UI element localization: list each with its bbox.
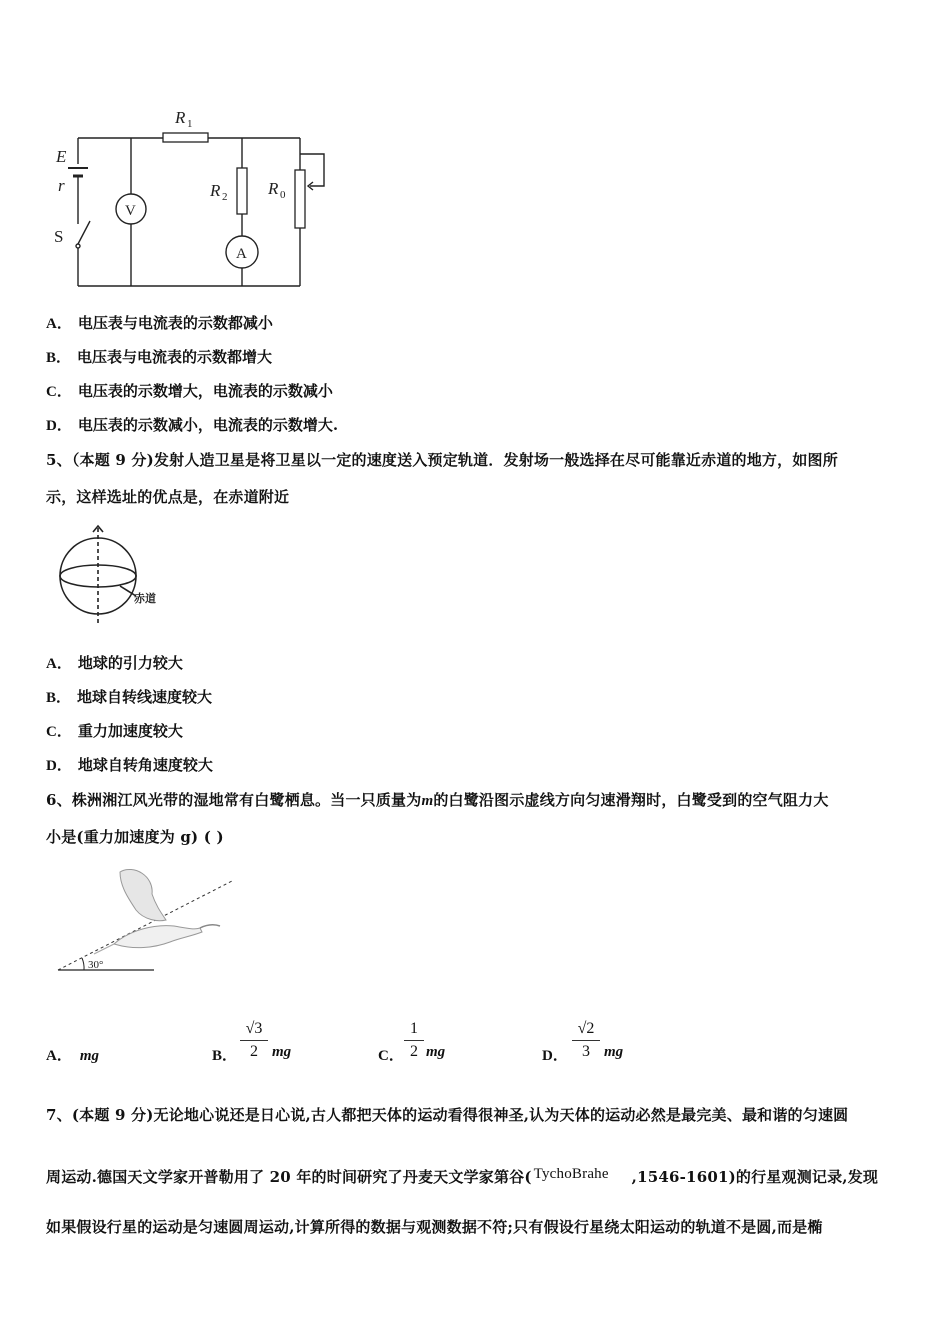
earth-diagram [54, 524, 174, 628]
q5-option-a[interactable]: A． 地球的引力较大 [46, 654, 183, 672]
angle-label: 30° [88, 959, 104, 971]
q6-choice-a[interactable]: A． mg [46, 1048, 100, 1064]
q6-choice-c[interactable]: C． [378, 1048, 404, 1064]
q6-choice-c-unit: mg [426, 1044, 446, 1060]
q6-text-line2: 小是(重力加速度为 g) ( ) [46, 828, 224, 846]
q6-text-line1: 6、株洲湘江风光带的湿地常有白鹭栖息。当一只质量为m的白鹭沿图示虚线方向匀速滑翔时，白鹭受到的空气阻力大 [46, 791, 829, 809]
label-r: r [58, 176, 65, 195]
q4-option-c[interactable]: C． 电压表的示数增大，电流表的示数减小 [46, 382, 333, 400]
q4-option-b[interactable]: B． 电压表与电流表的示数都增大 [46, 348, 273, 366]
q6-choice-d[interactable]: D． [542, 1048, 568, 1064]
q6-choice-c-fraction: 1 2 [404, 1020, 424, 1061]
q7-text-line3: 如果假设行星的运动是匀速圆周运动,计算所得的数据与观测数据不符;只有假设行星绕太阳运动的轨道不是圆,而是椭 [46, 1218, 823, 1236]
resistor-r1 [163, 133, 208, 142]
q6-choice-b-fraction: √3 2 [240, 1020, 268, 1061]
egret-bird-icon [94, 869, 220, 954]
q6-choice-b[interactable]: B． [212, 1048, 238, 1064]
label-r0-sub: 0 [280, 189, 286, 201]
q6-choice-d-unit: mg [604, 1044, 624, 1060]
label-r1: R [175, 108, 186, 127]
q4-option-d[interactable]: D． 电压表的示数减小，电流表的示数增大. [46, 416, 339, 434]
q6-choice-b-unit: mg [272, 1044, 292, 1060]
q7-text-line1: 7、(本题 9 分)无论地心说还是日心说,古人都把天体的运动看得很神圣,认为天体的运动必然是最完美、最和谐的匀速圆 [46, 1106, 849, 1124]
label-s: S [54, 227, 64, 246]
tycho-brahe-name: TychoBrahe [533, 1166, 609, 1182]
label-r2-sub: 2 [222, 191, 228, 203]
egret-diagram [54, 862, 244, 978]
label-a: A [236, 246, 247, 262]
label-r1-sub: 1 [187, 118, 193, 130]
label-r0: R [268, 179, 279, 198]
label-e: E [56, 147, 67, 166]
q5-option-d[interactable]: D． 地球自转角速度较大 [46, 756, 213, 774]
q5-text-line1: 5、（本题 9 分)发射人造卫星是将卫星以一定的速度送入预定轨道．发射场一般选择在尽可能靠近赤道的地方，如图所 [46, 451, 838, 469]
q7-text-line2: 周运动.德国天文学家开普勒用了 20 年的时间研究了丹麦天文学家第谷( TychoBrahe ,1546-1601)的行星观测记录,发现 [46, 1166, 879, 1186]
q6-choice-d-fraction: √2 3 [572, 1020, 600, 1061]
q5-option-b[interactable]: B． 地球自转线速度较大 [46, 688, 213, 706]
q5-text-line2: 示，这样选址的优点是，在赤道附近 [46, 488, 290, 506]
q5-option-c[interactable]: C． 重力加速度较大 [46, 722, 183, 740]
rheostat-r0 [295, 170, 305, 228]
label-v: V [125, 203, 136, 219]
resistor-r2 [237, 168, 247, 214]
equator-label: 赤道 [134, 592, 156, 605]
circuit-diagram [40, 96, 340, 296]
q4-option-a[interactable]: A． 电压表与电流表的示数都减小 [46, 314, 273, 332]
label-r2: R [210, 181, 221, 200]
